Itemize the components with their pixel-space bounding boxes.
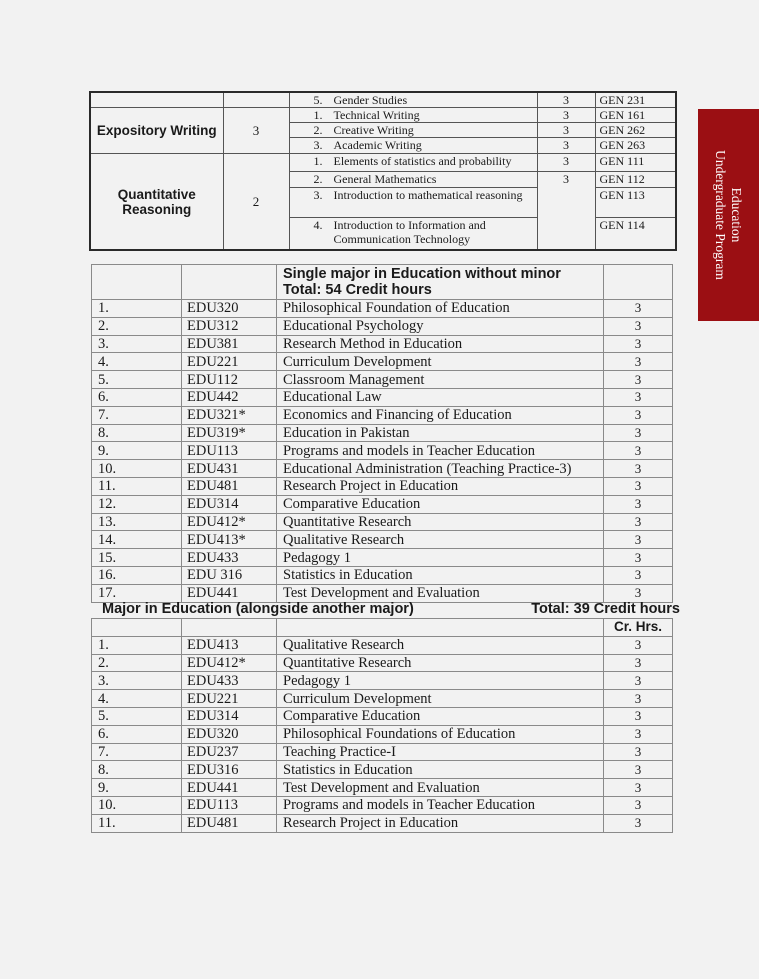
row-number: 6. xyxy=(92,388,182,406)
course-code: EDU441 xyxy=(182,584,277,602)
course-code: EDU321* xyxy=(182,406,277,424)
area-name: Quantitative Reasoning xyxy=(90,154,223,250)
table-row xyxy=(92,743,673,761)
course-code: EDU481 xyxy=(182,814,277,832)
credit-hours: 3 xyxy=(604,584,673,602)
course-cell xyxy=(289,218,537,250)
course-cell xyxy=(289,138,537,154)
course-cell xyxy=(289,172,537,188)
single-major-table xyxy=(91,264,673,603)
course-name: Gender Studies xyxy=(333,93,408,107)
row-number: 16. xyxy=(92,566,182,584)
credit-cell: 3 xyxy=(537,123,595,138)
major-alongside-heading xyxy=(91,600,680,619)
area-course-count: 2 xyxy=(223,154,289,250)
course-title: Quantitative Research xyxy=(277,654,604,672)
course-title: Teaching Practice-I xyxy=(277,743,604,761)
course-title: Philosophical Foundation of Education xyxy=(277,300,604,318)
row-number: 7. xyxy=(92,406,182,424)
table-row xyxy=(92,531,673,549)
course-code: EDU413 xyxy=(182,636,277,654)
row-number: 11. xyxy=(92,814,182,832)
table-row xyxy=(92,353,673,371)
table-row xyxy=(92,442,673,460)
credit-hours: 3 xyxy=(604,672,673,690)
count-cell xyxy=(223,92,289,108)
row-number: 13. xyxy=(92,513,182,531)
major-alongside-total: Total: 39 Credit hours xyxy=(531,601,680,617)
course-title: Programs and models in Teacher Education xyxy=(277,442,604,460)
course-code: GEN 263 xyxy=(595,138,676,154)
course-code: GEN 114 xyxy=(595,218,676,250)
course-name: Elements of statistics and probability xyxy=(333,154,512,169)
course-name: Creative Writing xyxy=(333,123,414,138)
credit-hours: 3 xyxy=(604,814,673,832)
course-code: EDU314 xyxy=(182,707,277,725)
credit-hours: 3 xyxy=(604,495,673,513)
major-alongside-table xyxy=(91,618,673,833)
credit-hours: 3 xyxy=(604,725,673,743)
credit-cell: 3 xyxy=(537,92,595,108)
course-code: GEN 231 xyxy=(595,92,676,108)
side-tab-label xyxy=(698,109,759,321)
course-title: Qualitative Research xyxy=(277,636,604,654)
row-number: 12. xyxy=(92,495,182,513)
course-cell xyxy=(289,123,537,138)
course-code: EDU314 xyxy=(182,495,277,513)
credit-hours: 3 xyxy=(604,406,673,424)
table-row xyxy=(92,335,673,353)
course-title: Statistics in Education xyxy=(277,566,604,584)
course-title: Curriculum Development xyxy=(277,690,604,708)
row-number: 3. xyxy=(92,672,182,690)
course-number: 3. xyxy=(313,138,323,153)
course-title: Test Development and Evaluation xyxy=(277,779,604,797)
single-major-title: Single major in Education without minor xyxy=(283,266,561,282)
table-row xyxy=(92,725,673,743)
course-code: EDU 316 xyxy=(182,566,277,584)
credit-hours: 3 xyxy=(604,796,673,814)
course-number: 1. xyxy=(313,154,323,169)
course-title: Curriculum Development xyxy=(277,353,604,371)
area-course-count: 3 xyxy=(223,108,289,154)
table-row xyxy=(92,406,673,424)
course-code: GEN 113 xyxy=(595,188,676,218)
table-row xyxy=(92,707,673,725)
table-row xyxy=(90,108,676,123)
credit-hours: 3 xyxy=(604,371,673,389)
course-title: Statistics in Education xyxy=(277,761,604,779)
row-number: 2. xyxy=(92,317,182,335)
major-alongside-title: Major in Education (alongside another major) xyxy=(102,601,414,617)
row-number: 11. xyxy=(92,477,182,495)
course-title: Education in Pakistan xyxy=(277,424,604,442)
row-number: 5. xyxy=(92,371,182,389)
course-number: 3. xyxy=(313,188,323,203)
row-number: 10. xyxy=(92,460,182,478)
course-code: EDU316 xyxy=(182,761,277,779)
course-code: EDU442 xyxy=(182,388,277,406)
course-name: Technical Writing xyxy=(333,108,420,123)
course-name: Introduction to Information and Communication Technology xyxy=(333,218,486,247)
row-number: 8. xyxy=(92,761,182,779)
row-number: 15. xyxy=(92,549,182,567)
course-title: Comparative Education xyxy=(277,707,604,725)
course-code: EDU113 xyxy=(182,796,277,814)
course-title: Research Project in Education xyxy=(277,814,604,832)
table-row xyxy=(92,566,673,584)
row-number: 3. xyxy=(92,335,182,353)
header-blank xyxy=(92,619,182,637)
table-row xyxy=(92,672,673,690)
course-title: Research Project in Education xyxy=(277,477,604,495)
credit-hours: 3 xyxy=(604,388,673,406)
course-code: EDU433 xyxy=(182,672,277,690)
course-code: EDU320 xyxy=(182,300,277,318)
table-row xyxy=(92,317,673,335)
course-title: Qualitative Research xyxy=(277,531,604,549)
course-title: Pedagogy 1 xyxy=(277,672,604,690)
course-title: Programs and models in Teacher Education xyxy=(277,796,604,814)
credit-hours: 3 xyxy=(604,477,673,495)
row-number: 1. xyxy=(92,636,182,654)
row-number: 5. xyxy=(92,707,182,725)
credit-hours: 3 xyxy=(604,549,673,567)
course-code: GEN 161 xyxy=(595,108,676,123)
table-row xyxy=(92,636,673,654)
table-header-row xyxy=(92,619,673,637)
general-education-table xyxy=(89,91,677,251)
course-cell xyxy=(289,92,537,108)
course-name: Introduction to mathematical reasoning xyxy=(333,188,523,203)
course-code: EDU319* xyxy=(182,424,277,442)
credit-hours: 3 xyxy=(604,442,673,460)
credit-cell: 3 xyxy=(537,138,595,154)
row-number: 2. xyxy=(92,654,182,672)
header-blank xyxy=(604,265,673,300)
row-number: 17. xyxy=(92,584,182,602)
header-blank xyxy=(277,619,604,637)
credit-hours: 3 xyxy=(604,690,673,708)
course-cell xyxy=(289,108,537,123)
course-title: Economics and Financing of Education xyxy=(277,406,604,424)
table-row xyxy=(92,549,673,567)
course-cell xyxy=(289,154,537,172)
credit-hours: 3 xyxy=(604,531,673,549)
table-row xyxy=(92,300,673,318)
course-number: 4. xyxy=(313,218,323,233)
row-number: 6. xyxy=(92,725,182,743)
credit-hours: 3 xyxy=(604,300,673,318)
table-row xyxy=(92,796,673,814)
table-row xyxy=(92,388,673,406)
table-header-row xyxy=(92,265,673,300)
row-number: 4. xyxy=(92,690,182,708)
credit-hours: 3 xyxy=(604,460,673,478)
course-code: EDU221 xyxy=(182,353,277,371)
header-blank xyxy=(92,265,182,300)
course-title: Classroom Management xyxy=(277,371,604,389)
table-row xyxy=(92,513,673,531)
table-row xyxy=(90,154,676,172)
credit-hours: 3 xyxy=(604,335,673,353)
header-blank xyxy=(182,619,277,637)
course-code: EDU412* xyxy=(182,513,277,531)
course-title: Pedagogy 1 xyxy=(277,549,604,567)
credit-hours: 3 xyxy=(604,636,673,654)
side-tab-line-2: Undergraduate Program xyxy=(713,150,729,280)
course-title: Educational Psychology xyxy=(277,317,604,335)
course-title: Comparative Education xyxy=(277,495,604,513)
credit-cell: 3 xyxy=(537,108,595,123)
course-number: 1. xyxy=(313,108,323,123)
side-tab-line-1: Education xyxy=(729,187,745,243)
course-number: 2. xyxy=(313,172,323,187)
course-code: EDU113 xyxy=(182,442,277,460)
credit-hours: 3 xyxy=(604,779,673,797)
course-code: EDU320 xyxy=(182,725,277,743)
course-title: Quantitative Research xyxy=(277,513,604,531)
table-row xyxy=(90,92,676,108)
single-major-total: Total: 54 Credit hours xyxy=(283,282,432,298)
course-code: EDU441 xyxy=(182,779,277,797)
course-title: Philosophical Foundations of Education xyxy=(277,725,604,743)
credit-cell: 3 xyxy=(537,172,595,250)
table-row xyxy=(92,424,673,442)
course-name: Academic Writing xyxy=(333,138,422,153)
course-cell xyxy=(289,188,537,218)
course-title: Research Method in Education xyxy=(277,335,604,353)
table-row xyxy=(92,814,673,832)
row-number: 10. xyxy=(92,796,182,814)
row-number: 7. xyxy=(92,743,182,761)
table-row xyxy=(92,460,673,478)
course-code: EDU237 xyxy=(182,743,277,761)
row-number: 8. xyxy=(92,424,182,442)
course-code: EDU221 xyxy=(182,690,277,708)
course-code: EDU481 xyxy=(182,477,277,495)
row-number: 14. xyxy=(92,531,182,549)
course-title: Test Development and Evaluation xyxy=(277,584,604,602)
table-row xyxy=(92,761,673,779)
credit-hours: 3 xyxy=(604,743,673,761)
credit-hours: 3 xyxy=(604,707,673,725)
table-row xyxy=(92,690,673,708)
table-row xyxy=(92,477,673,495)
course-code: EDU412* xyxy=(182,654,277,672)
course-code: EDU112 xyxy=(182,371,277,389)
table-row xyxy=(92,495,673,513)
table-row xyxy=(92,779,673,797)
area-cell xyxy=(90,92,223,108)
row-number: 9. xyxy=(92,779,182,797)
course-number: 5. xyxy=(313,93,323,107)
credit-hours: 3 xyxy=(604,513,673,531)
course-code: GEN 112 xyxy=(595,172,676,188)
credit-hours: 3 xyxy=(604,654,673,672)
course-code: EDU381 xyxy=(182,335,277,353)
course-code: EDU312 xyxy=(182,317,277,335)
course-name: General Mathematics xyxy=(333,172,437,187)
course-code: EDU431 xyxy=(182,460,277,478)
area-name: Expository Writing xyxy=(90,108,223,154)
table-row xyxy=(92,371,673,389)
course-number: 2. xyxy=(313,123,323,138)
table-row xyxy=(92,654,673,672)
course-code: GEN 111 xyxy=(595,154,676,172)
row-number: 4. xyxy=(92,353,182,371)
credit-cell: 3 xyxy=(537,154,595,172)
course-code: GEN 262 xyxy=(595,123,676,138)
course-title: Educational Administration (Teaching Practice-3) xyxy=(277,460,604,478)
single-major-heading xyxy=(277,265,604,300)
row-number: 9. xyxy=(92,442,182,460)
credit-hours: 3 xyxy=(604,317,673,335)
section-side-tab xyxy=(698,109,759,321)
course-code: EDU433 xyxy=(182,549,277,567)
course-code: EDU413* xyxy=(182,531,277,549)
credit-hours-header: Cr. Hrs. xyxy=(604,619,673,637)
credit-hours: 3 xyxy=(604,424,673,442)
header-blank xyxy=(182,265,277,300)
row-number: 1. xyxy=(92,300,182,318)
credit-hours: 3 xyxy=(604,353,673,371)
credit-hours: 3 xyxy=(604,761,673,779)
credit-hours: 3 xyxy=(604,566,673,584)
course-title: Educational Law xyxy=(277,388,604,406)
